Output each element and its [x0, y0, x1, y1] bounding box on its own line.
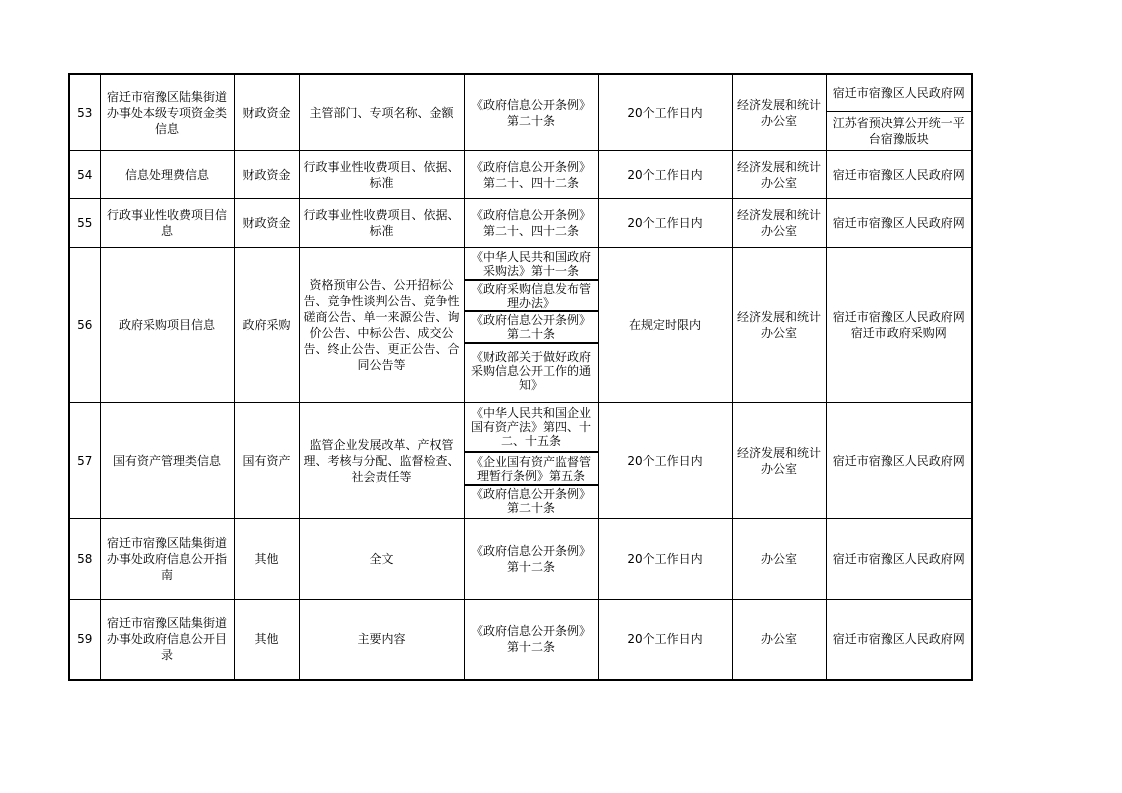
legal-basis-item: 《中华人民共和国政府采购法》第十一条	[470, 249, 591, 278]
legal-basis: 《政府信息公开条例》第二十、四十二条	[464, 199, 598, 248]
responsible-department: 经济发展和统计办公室	[732, 403, 826, 519]
disclosure-content: 主管部门、专项名称、金额	[299, 74, 464, 151]
responsible-department: 经济发展和统计办公室	[732, 199, 826, 248]
table-row	[69, 199, 972, 248]
legal-basis: 《政府信息公开条例》第二十、四十二条	[464, 151, 598, 199]
row-number: 54	[69, 151, 100, 199]
row-number: 56	[69, 248, 100, 403]
legal-basis: 《政府信息公开条例》第十二条	[464, 600, 598, 680]
table-row	[69, 248, 972, 403]
table-row	[69, 600, 972, 680]
disclosure-content: 全文	[299, 519, 464, 600]
info-disclosure-table	[68, 73, 989, 681]
item-name: 政府采购项目信息	[100, 248, 234, 403]
disclosure-content: 行政事业性收费项目、依据、标准	[299, 151, 464, 199]
disclosure-content: 行政事业性收费项目、依据、标准	[299, 199, 464, 248]
row-number: 55	[69, 199, 100, 248]
legal-basis	[464, 403, 598, 519]
publish-channel	[826, 74, 972, 151]
publish-channel-item: 江苏省预决算公开统一平台宿豫版块	[827, 111, 972, 150]
publish-channel: 宿迁市宿豫区人民政府网	[826, 199, 972, 248]
item-name: 行政事业性收费项目信息	[100, 199, 234, 248]
publish-channel: 宿迁市宿豫区人民政府网	[826, 151, 972, 199]
disclosure-content: 资格预审公告、公开招标公告、竞争性谈判公告、竞争性磋商公告、单一来源公告、询价公告、中标公告、成交公告、终止公告、更正公告、合同公告等	[299, 248, 464, 403]
legal-basis-item: 《中华人民共和国企业国有资产法》第四、十二、十五条	[470, 406, 591, 448]
legal-basis-item: 《财政部关于做好政府采购信息公开工作的通知》	[465, 342, 598, 397]
publish-channel: 宿迁市宿豫区人民政府网	[826, 519, 972, 600]
item-name: 宿迁市宿豫区陆集街道办事处政府信息公开目录	[100, 600, 234, 680]
item-category: 财政资金	[234, 74, 299, 151]
time-limit: 在规定时限内	[598, 248, 732, 403]
legal-basis	[464, 248, 598, 403]
table-row	[69, 403, 972, 519]
row-number: 57	[69, 403, 100, 519]
disclosure-content: 监管企业发展改革、产权管理、考核与分配、监督检查、社会责任等	[299, 403, 464, 519]
time-limit: 20个工作日内	[598, 199, 732, 248]
responsible-department: 办公室	[732, 519, 826, 600]
item-category: 其他	[234, 519, 299, 600]
responsible-department: 办公室	[732, 600, 826, 680]
time-limit: 20个工作日内	[598, 403, 732, 519]
item-name: 信息处理费信息	[100, 151, 234, 199]
item-category: 国有资产	[234, 403, 299, 519]
item-category: 政府采购	[234, 248, 299, 403]
item-name: 国有资产管理类信息	[100, 403, 234, 519]
legal-basis: 《政府信息公开条例》第二十条	[464, 74, 598, 151]
responsible-department: 经济发展和统计办公室	[732, 151, 826, 199]
legal-basis-item: 《政府采购信息发布管理办法》	[465, 279, 598, 310]
table-row	[69, 74, 972, 151]
item-category: 财政资金	[234, 151, 299, 199]
item-name: 宿迁市宿豫区陆集街道办事处政府信息公开指南	[100, 519, 234, 600]
item-category: 其他	[234, 600, 299, 680]
legal-basis-item: 《政府信息公开条例》第二十条	[465, 484, 598, 515]
table-row	[69, 519, 972, 600]
table-row	[69, 151, 972, 199]
publish-channel-item: 宿迁市宿豫区人民政府网	[832, 86, 965, 100]
row-number: 59	[69, 600, 100, 680]
item-category: 财政资金	[234, 199, 299, 248]
responsible-department: 经济发展和统计办公室	[732, 248, 826, 403]
publish-channel: 宿迁市宿豫区人民政府网	[826, 600, 972, 680]
disclosure-content: 主要内容	[299, 600, 464, 680]
legal-basis-item: 《政府信息公开条例》第二十条	[465, 310, 598, 342]
legal-basis: 《政府信息公开条例》第十二条	[464, 519, 598, 600]
time-limit: 20个工作日内	[598, 519, 732, 600]
responsible-department: 经济发展和统计办公室	[732, 74, 826, 151]
publish-channel: 宿迁市宿豫区人民政府网	[826, 403, 972, 519]
row-number: 58	[69, 519, 100, 600]
time-limit: 20个工作日内	[598, 151, 732, 199]
time-limit: 20个工作日内	[598, 74, 732, 151]
legal-basis-item: 《企业国有资产监督管理暂行条例》第五条	[465, 451, 598, 484]
publish-channel: 宿迁市宿豫区人民政府网 宿迁市政府采购网	[826, 248, 972, 403]
item-name: 宿迁市宿豫区陆集街道办事处本级专项资金类信息	[100, 74, 234, 151]
time-limit: 20个工作日内	[598, 600, 732, 680]
row-number: 53	[69, 74, 100, 151]
